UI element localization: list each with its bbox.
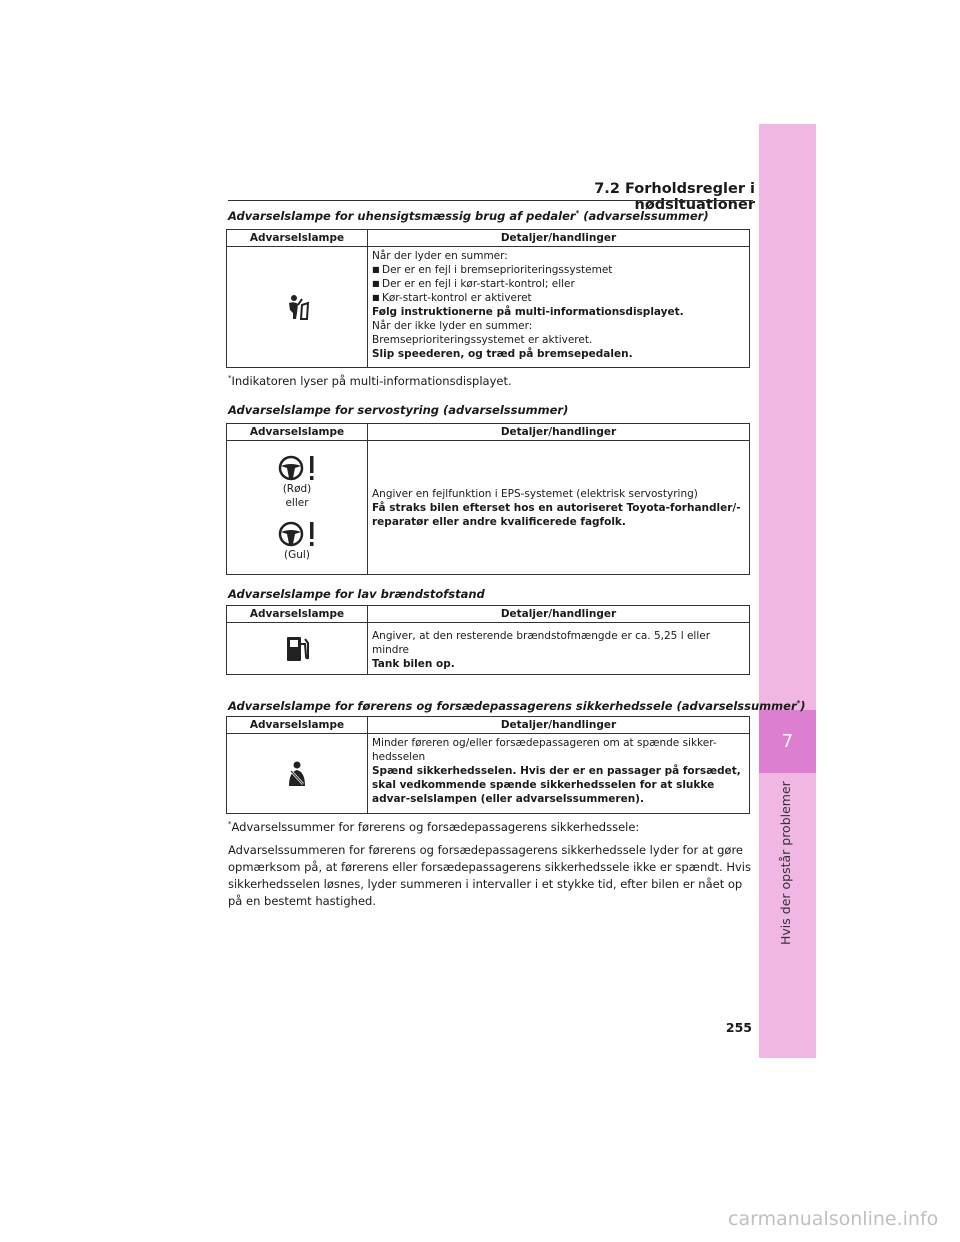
seatbelt-icon: [231, 760, 363, 788]
details-cell: Når der lyder en summer: ■ Der er en fejl i bremseprioriteringssystemet ■ Der er en fejl i kør-start-kontrol; eller ■ Kør-start-kontrol er aktiveret Følg instruktionerne på multi-informationsdisplayet. Når der ikke lyder en summer: Bremseprioriteringssystemet er aktiveret. Slip speederen, og træd på bremsepedalen.: [368, 247, 750, 368]
lamp-color-yellow: (Gul): [284, 548, 310, 561]
column-header-details: Detaljer/handlinger: [368, 230, 750, 247]
fuel-pump-icon: [231, 634, 363, 664]
header-divider: [228, 200, 753, 201]
details-cell: Angiver, at den resterende brændstofmængde er ca. 5,25 l eller mindre Tank bilen op.: [368, 623, 750, 675]
pedal-warning-table: [226, 229, 750, 368]
list-item: ■ Kør-start-kontrol er aktiveret: [372, 291, 745, 305]
lamp-cell: [227, 623, 368, 675]
page-number: 255: [725, 1020, 752, 1035]
pedal-misuse-icon: [231, 293, 363, 321]
details-cell: Angiver en fejlfunktion i EPS-systemet (elektrisk servostyring) Få straks bilen efterset hos en autoriseret Toyota-forhandler/-reparatør eller andre kvalificerede fagfolk.: [368, 441, 750, 575]
fuel-warning-table: Advarselslampe Detaljer/handlinger Angiver, at den resterende brændstofmængde er ca. 5,25 l eller mindre Tank bilen op.: [226, 605, 750, 675]
page-header: 7.2 Forholdsregler i nødsituationer: [594, 181, 755, 213]
lamp-cell: [227, 247, 368, 368]
list-item: ■ Der er en fejl i bremseprioriteringssystemet: [372, 263, 745, 277]
lamp-cell: [227, 441, 368, 575]
body-paragraph: Advarselssummeren for førerens og forsædepassagerens sikkerhedssele lyder for at gøre opmærksom på, at førerens eller forsædepassagerens sikkerhedssele ikke er spændt. Hvis sikkerhedsselen løsnes, lyder summeren i intervaller i et stykke tid, efter bilen er nået op på en bestemt hastighed.: [228, 843, 751, 908]
watermark: carmanualsonline.info: [728, 1208, 939, 1230]
footnote: *Advarselssummer for førerens og forsædepassagerens sikkerhedssele:: [228, 820, 640, 834]
seatbelt-warning-table: Advarselslampe Detaljer/handlinger Minder føreren og/eller forsædepassageren om at spænde sikker-hedsselen Spænd sikkerhedsselen. Hvis der er en passager på forsædet, skal vedkommende spænde sikkerhedsselen for at slukke advar-selslampen (eller advarselssummeren).: [226, 716, 750, 814]
section-title-pedal: Advarselslampe for uhensigtsmæssig brug af pedaler* (advarselssummer): [228, 209, 709, 223]
section-title-fuel: Advarselslampe for lav brændstofstand: [228, 587, 485, 601]
lamp-color-or: eller: [285, 496, 309, 509]
list-item: ■ Der er en fejl i kør-start-kontrol; eller: [372, 277, 745, 291]
section-title-seatbelt: Advarselslampe for førerens og forsædepassagerens sikkerhedssele (advarselssummer*): [228, 699, 806, 713]
steering-warning-icon: [231, 520, 363, 548]
chapter-label: Hvis der opstår problemer: [778, 781, 793, 945]
section-title-steering: Advarselslampe for servostyring (advarselssummer): [228, 403, 569, 417]
footnote: *Indikatoren lyser på multi-informationsdisplayet.: [228, 374, 512, 388]
lamp-color-red: (Rød): [282, 482, 312, 495]
chapter-number: 7: [759, 710, 816, 773]
column-header-lamp: Advarselslampe: [227, 230, 368, 247]
steering-warning-table: Advarselslampe Detaljer/handlinger (Rød) eller (Gul) Angiver en fejlfunktion i EPS-systemet (elektrisk servostyring) Få straks bilen efterset hos en autoriseret Toyota-forhandler/-reparatør eller andre kvalificerede fagfolk.: [226, 423, 750, 575]
steering-warning-icon: [231, 454, 363, 482]
lamp-cell: [227, 734, 368, 814]
details-cell: Minder føreren og/eller forsædepassageren om at spænde sikker-hedsselen Spænd sikkerhedsselen. Hvis der er en passager på forsædet, skal vedkommende spænde sikkerhedsselen for at slukke advar-selslampen (eller advarselssummeren).: [368, 734, 750, 814]
